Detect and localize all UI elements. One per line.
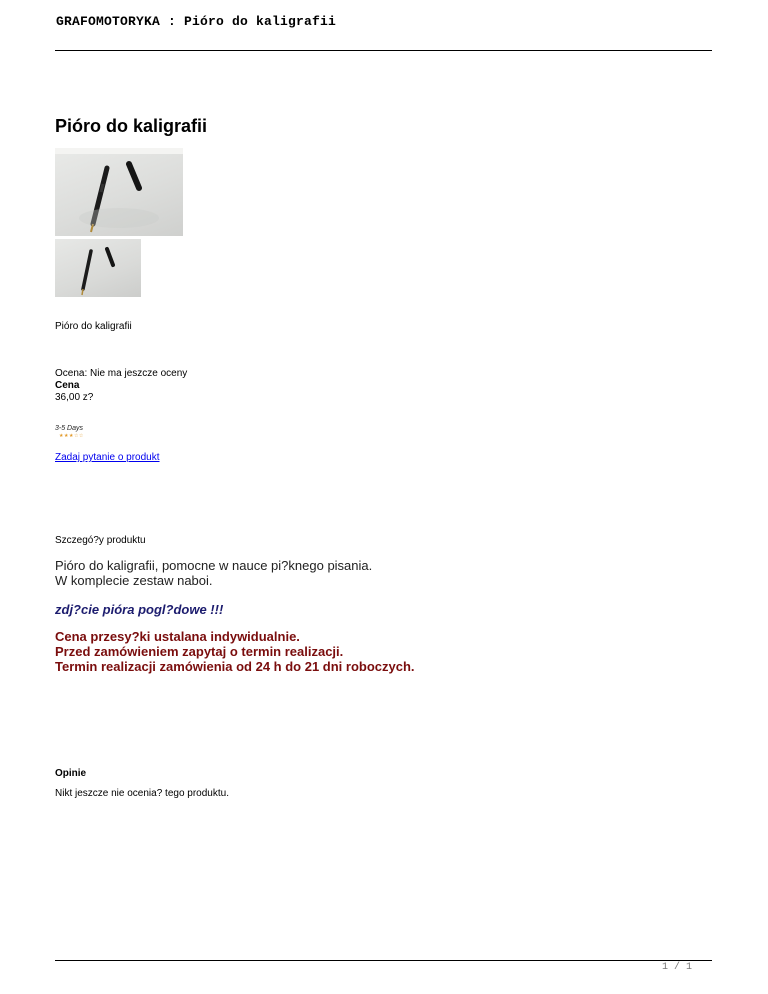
delivery-badge: 3-5 Days [55, 425, 84, 432]
delivery-stars-icon: ★★★☆☆ [59, 433, 84, 439]
ask-question-link[interactable]: Zadaj pytanie o produkt [55, 452, 160, 463]
pen-image [55, 148, 183, 236]
opinions-heading: Opinie [55, 768, 87, 779]
price-label: Cena [55, 380, 80, 391]
description-line: Pióro do kaligrafii, pomocne w nauce pi?knego pisania. [55, 558, 373, 573]
pen-thumbnail-image [55, 239, 141, 297]
product-rating: Ocena: Nie ma jeszcze oceny [55, 368, 188, 379]
document-header-title: GRAFOMOTORYKA : Pióro do kaligrafii [56, 14, 337, 29]
product-name: Pióro do kaligrafii [55, 321, 132, 332]
shipping-line: Cena przesy?ki ustalana indywidualnie. [55, 629, 300, 644]
page-number: 1 / 1 [662, 962, 693, 973]
price-value: 36,00 z? [55, 392, 94, 403]
shipping-info [55, 629, 415, 674]
details-heading: Szczegó?y produktu [55, 535, 146, 546]
shipping-line: Termin realizacji zamówienia od 24 h do 21 dni roboczych. [55, 659, 415, 674]
header-divider [55, 50, 712, 51]
product-photo-thumbnail[interactable] [55, 239, 141, 297]
photo-note: zdj?cie pióra pogl?dowe !!! [55, 602, 224, 617]
product-description [55, 558, 372, 588]
shipping-line: Przed zamówieniem zapytaj o termin realizacji. [55, 644, 344, 659]
opinions-text: Nikt jeszcze nie ocenia? tego produktu. [55, 788, 229, 799]
product-photo-large[interactable] [55, 148, 183, 236]
page-title: Pióro do kaligrafii [55, 116, 208, 136]
description-line: W komplecie zestaw naboi. [55, 573, 213, 588]
footer-divider [55, 960, 712, 961]
